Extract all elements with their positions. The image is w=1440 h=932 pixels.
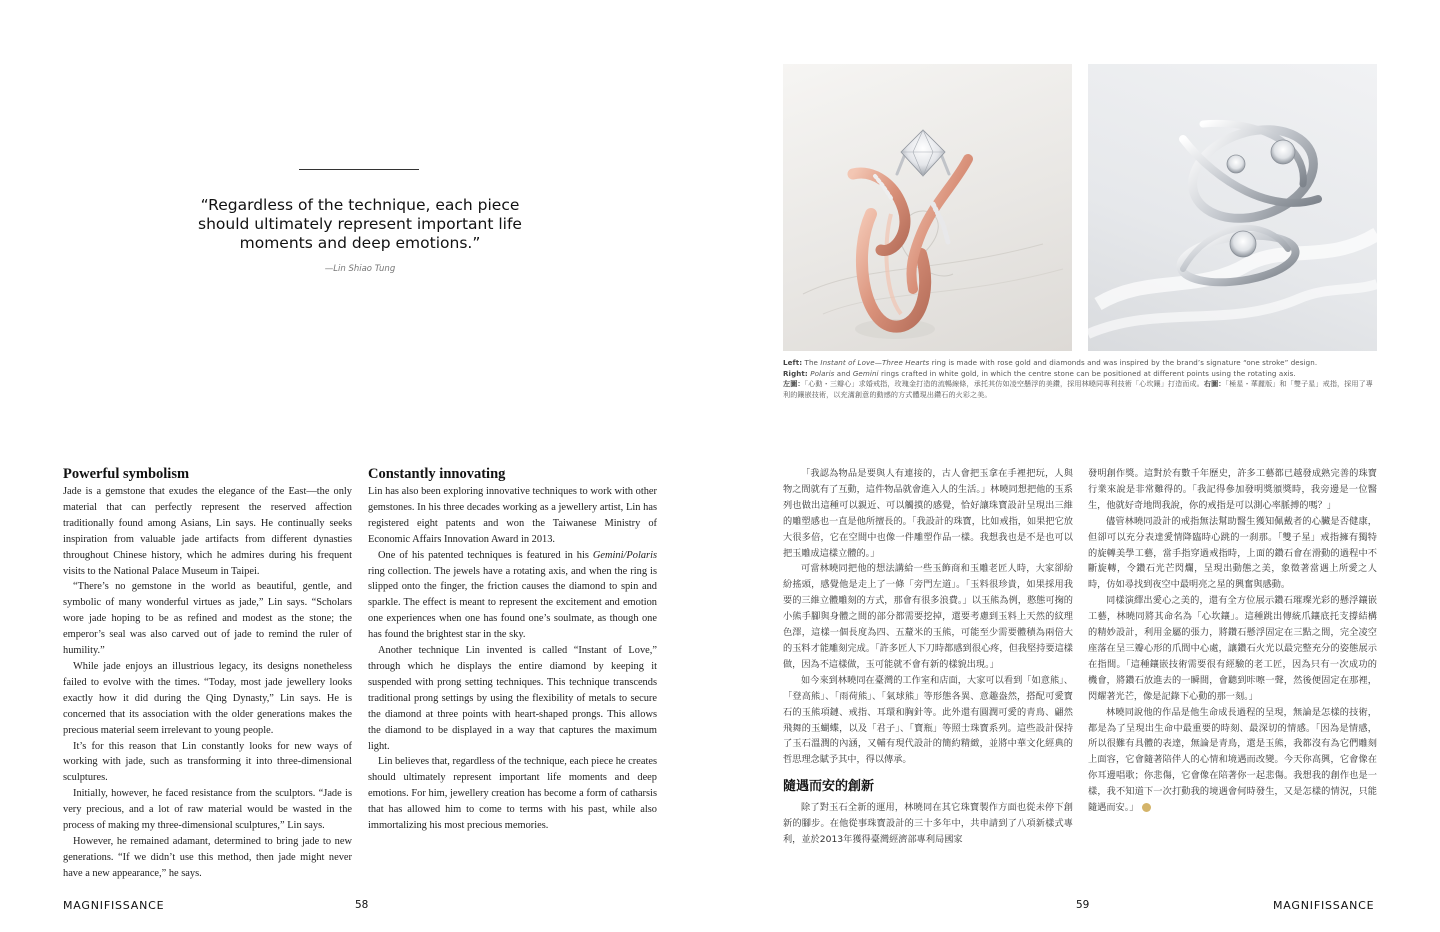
- white-gold-rings-photo: [1088, 64, 1377, 351]
- footer-brand-left: MAGNIFISSANCE: [63, 899, 165, 912]
- rose-gold-ring-illustration: [783, 64, 1072, 351]
- text-run: and: [834, 368, 853, 378]
- ring-name: Polaris: [810, 368, 835, 378]
- ring-name: Instant of Love—Three Hearts: [820, 358, 930, 367]
- caption-label: Right:: [783, 368, 808, 378]
- paragraph: [368, 548, 657, 643]
- page-number-left: 58: [355, 899, 369, 911]
- english-column-1: [63, 465, 352, 882]
- rose-gold-ring-photo: [783, 64, 1072, 351]
- caption-label: 右圖：: [1203, 379, 1226, 388]
- paragraph: “There’s no gemstone in the world as beautiful, gentle, and symbolic of many wonderful virtues as jade,” Lin says. “Scholars wore jade hoping to be as refined and modest as the stone; the emperor’s seal was also carved out of jade to remind the ruler of humility.”: [63, 581, 352, 657]
- white-gold-rings-illustration: [1088, 64, 1377, 351]
- caption-right-en: [783, 369, 1377, 380]
- section-heading-constantly-innovating: Constantly innovating: [368, 466, 506, 482]
- paragraph: Jade is a gemstone that exudes the elegance of the East—the only material that can perfectly represent the reserved affection traditionally found among Asians, Lin says. He continually seeks inspiration from valuable jade artifacts from different dynasties throughout Chinese history, which he admires during his frequent visits to the National Palace Museum in Taipei.: [63, 486, 352, 577]
- ring-name: Gemini: [852, 368, 879, 378]
- footer-brand-right: MAGNIFISSANCE: [1273, 899, 1375, 912]
- chinese-column-1: [783, 466, 1073, 848]
- paragraph: Another technique Lin invented is called “Instant of Love,” through which he displays the entire diamond by keeping it suspended with prong setting techniques. This technique transcends traditional prong settings by using the flexibility of metals to secure the diamond at three points with heart-shaped prongs. This allows the diamond to be displayed in a way that captures the maximum light.: [368, 645, 657, 752]
- paragraph: 同樣演繹出愛心之美的，還有全方位展示鑽石璀璨光彩的懸浮鑲嵌工藝，林曉同將其命名為「心坎鑲」。這種跳出傳統爪鑲底托支撐結構的精妙設計，利用金屬的張力，將鑽石懸浮固定在三點之間，完全凌空座落在呈三瓣心形的爪間中心處，讓鑽石火光以最完整充分的姿態展示在指間。「這種鑲嵌技術需要很有經驗的老工匠，因為只有一次成功的機會，將鑽石放進去的一瞬間，會聽到咔嚓一聲，然後便固定在那裡，閃耀著光芒，像是記錄下心動的那一刻。」: [1088, 595, 1377, 702]
- page-number-right: 59: [1076, 899, 1090, 911]
- photo-caption: [783, 358, 1377, 400]
- caption-label: 左圖：: [783, 379, 805, 388]
- paragraph: 發明創作獎。這對於有數千年歷史，許多工藝都已越發成熟完善的珠寶行業來說是非常難得的。「我記得參加發明獎頒獎時，我旁邊是一位醫生，他就好奇地問我說，你的戒指是可以測心率脈搏的嗎？」: [1088, 468, 1377, 511]
- caption-left-en: [783, 358, 1377, 369]
- english-column-2: [368, 465, 657, 834]
- text-run: rings crafted in white gold, in which the centre stone can be positioned at different points using the rotating axis.: [878, 368, 1296, 378]
- quote-divider: [299, 169, 419, 170]
- paragraph: However, he remained adamant, determined to bring jade to new generations. “If we didn’t use this method, then jade might never have a new appearance,” he says.: [63, 835, 352, 879]
- text-run: The: [802, 358, 821, 367]
- pull-quote-attribution: —Lin Shiao Tung: [324, 264, 396, 274]
- paragraph: 可當林曉同把他的想法講給一些玉飾商和玉雕老匠人時，大家卻紛紛搖頭，感覺他是走上了一條「旁門左道」。「玉料很珍貴，如果採用我要的三維立體雕刻的方式，那會有很多浪費。」以玉熊為例，憨態可掬的小熊手腳與身體之間的部分都需要挖掉，還要考慮到玉料上天然的紋理色澤，這樣一個長度為四、五釐米的玉熊，可能至少需要體積為兩倍大的玉料才能雕刻完成。「許多匠人下刀時都感到很心疼，但我堅持要這樣做，因為不這樣做，玉可能就不會有新的樣貌出現。」: [783, 563, 1073, 670]
- text-run: 「極星・華麗版」和「雙子星」戒指，採用了專利的鑲嵌技術，以充滿創意的動感的方式體現出鑽石的火彩之美。: [783, 379, 1374, 399]
- collection-name: Gemini/Polaris: [592, 549, 657, 561]
- paragraph: While jade enjoys an illustrious legacy, its designs nonetheless failed to evolve with the times. “Today, most jade jewellery looks exactly how it did during the Qing Dynasty,” Lin says. He is concerned that its association with the older generations makes the precious material seem irrelevant to young people.: [63, 660, 352, 736]
- paragraph: [1088, 705, 1377, 816]
- text-run: One of his patented techniques is featured in his: [378, 549, 593, 561]
- text-run: 「心動・三瓣心」求婚戒指，玫瑰金打造的流暢線條，承托其仿如凌空懸浮的美鑽，採用林曉同專利技術「心坎鑲」打造而成。: [804, 379, 1204, 388]
- pull-quote: “Regardless of the technique, each piece should ultimately represent important life moments and deep emotions.”: [198, 196, 522, 252]
- section-heading-powerful-symbolism: Powerful symbolism: [63, 466, 190, 482]
- paragraph: 「我認為物品是要與人有連接的，古人會把玉拿在手裡把玩，人與物之間就有了互動，這件物品就會進入人的生活。」林曉同想把他的玉系列也做出這種可以親近、可以觸摸的感覺，恰好讓珠寶設計呈現出三維的雕塑感也一直是他所擅長的。「我設計的珠寶，比如戒指，如果把它放大很多倍，它在空間中也像一件雕塑作品一樣。我想我也是不是也可以把玉雕成這樣立體的。」: [783, 468, 1073, 559]
- paragraph: Lin believes that, regardless of the technique, each piece he creates should ultimately represent important life moments and deep emotions. For him, jewellery creation has become a form of catharsis that has allowed him to come to terms with his past, while also immortalizing his most precious memories.: [368, 756, 657, 832]
- section-heading-chinese: 隨遇而安的創新: [783, 779, 875, 795]
- paragraph: 如今來到林曉同在臺灣的工作室和店面，大家可以看到「如意熊」、「登高熊」、「雨荷熊」、「氣球熊」等形態各異、意趣盎然，搭配可愛寶石的玉熊項鏈、戒指、耳環和胸針等。此外還有圓潤可愛的青鳥、翩然飛舞的玉蝴蝶，以及「君子」、「寶瓶」等照士珠寶系列。這些設計保持了玉石溫潤的內涵，又輔有現代設計的簡約精緻，並將中華文化經典的哲思理念賦予其中，得以傳承。: [783, 674, 1073, 766]
- paragraph: Lin has also been exploring innovative techniques to work with other gemstones. In his three decades working as a jewellery artist, Lin has registered eight patents and won the Taiwanese Ministry of Economic Affairs Innovation Award in 2013.: [368, 486, 657, 545]
- end-mark-icon: [1142, 803, 1151, 812]
- chinese-column-2: [1088, 466, 1377, 816]
- text-run: 林曉同說他的作品是他生命成長過程的呈現，無論是怎樣的技術，都是為了呈現出生命中最重要的時刻、最深切的情感。「因為是情感，所以很難有具體的表達，無論是青鳥，還是玉熊，我都沒有為它們雕刻上面容，它會隨著陪伴人的心情和境遇而改變。今天你高興，它會像在你耳邊唱歌；你悲傷，它會像在陪著你一起悲傷。我想我的創作也是一樣，我不知道下一次打動我的境遇會何時發生，又是怎樣的情況，只能隨遇而安。」: [1088, 706, 1377, 814]
- paragraph: 儘管林曉同設計的戒指無法幫助醫生獲知佩戴者的心臟是否健康，但卻可以充分表達愛情降臨時心跳的一刹那。「雙子星」戒指擁有獨特的旋轉美學工藝，當手指穿過戒指時，上面的鑽石會在滑動的過程中不斷旋轉，令鑽石光芒閃爛，呈現出動態之美，象徵著當遇上所愛之人時，仿如尋找到夜空中最明亮之星的興奮與感動。: [1088, 515, 1377, 591]
- text-run: ring is made with rose gold and diamonds and was inspired by the brand’s signature “one stroke” design.: [929, 358, 1318, 367]
- paragraph: Initially, however, he faced resistance from the sculptors. “Jade is very precious, and a lot of raw material would be wasted in the process of making my three-dimensional sculptures,” Lin says.: [63, 788, 352, 832]
- caption-zh: [783, 379, 1377, 400]
- paragraph: It’s for this reason that Lin constantly looks for new ways of working with jade, such as transforming it into three-dimensional sculptures.: [63, 740, 352, 784]
- caption-label: Left:: [783, 358, 803, 367]
- text-run: ring collection. The jewels have a rotating axis, and when the ring is slipped onto the finger, the friction causes the diamond to spin and sparkle. The effect is meant to represent the excitement and emotion one experiences when one has found one’s soulmate, as though one has found the brightest star in the sky.: [368, 565, 657, 641]
- paragraph: 除了對玉石全新的運用，林曉同在其它珠寶製作方面也從未停下創新的腳步。在他從事珠寶設計的三十多年中，共申請到了八項新樣式專利，並於2013年獲得臺灣經濟部專利局國家: [783, 802, 1073, 846]
